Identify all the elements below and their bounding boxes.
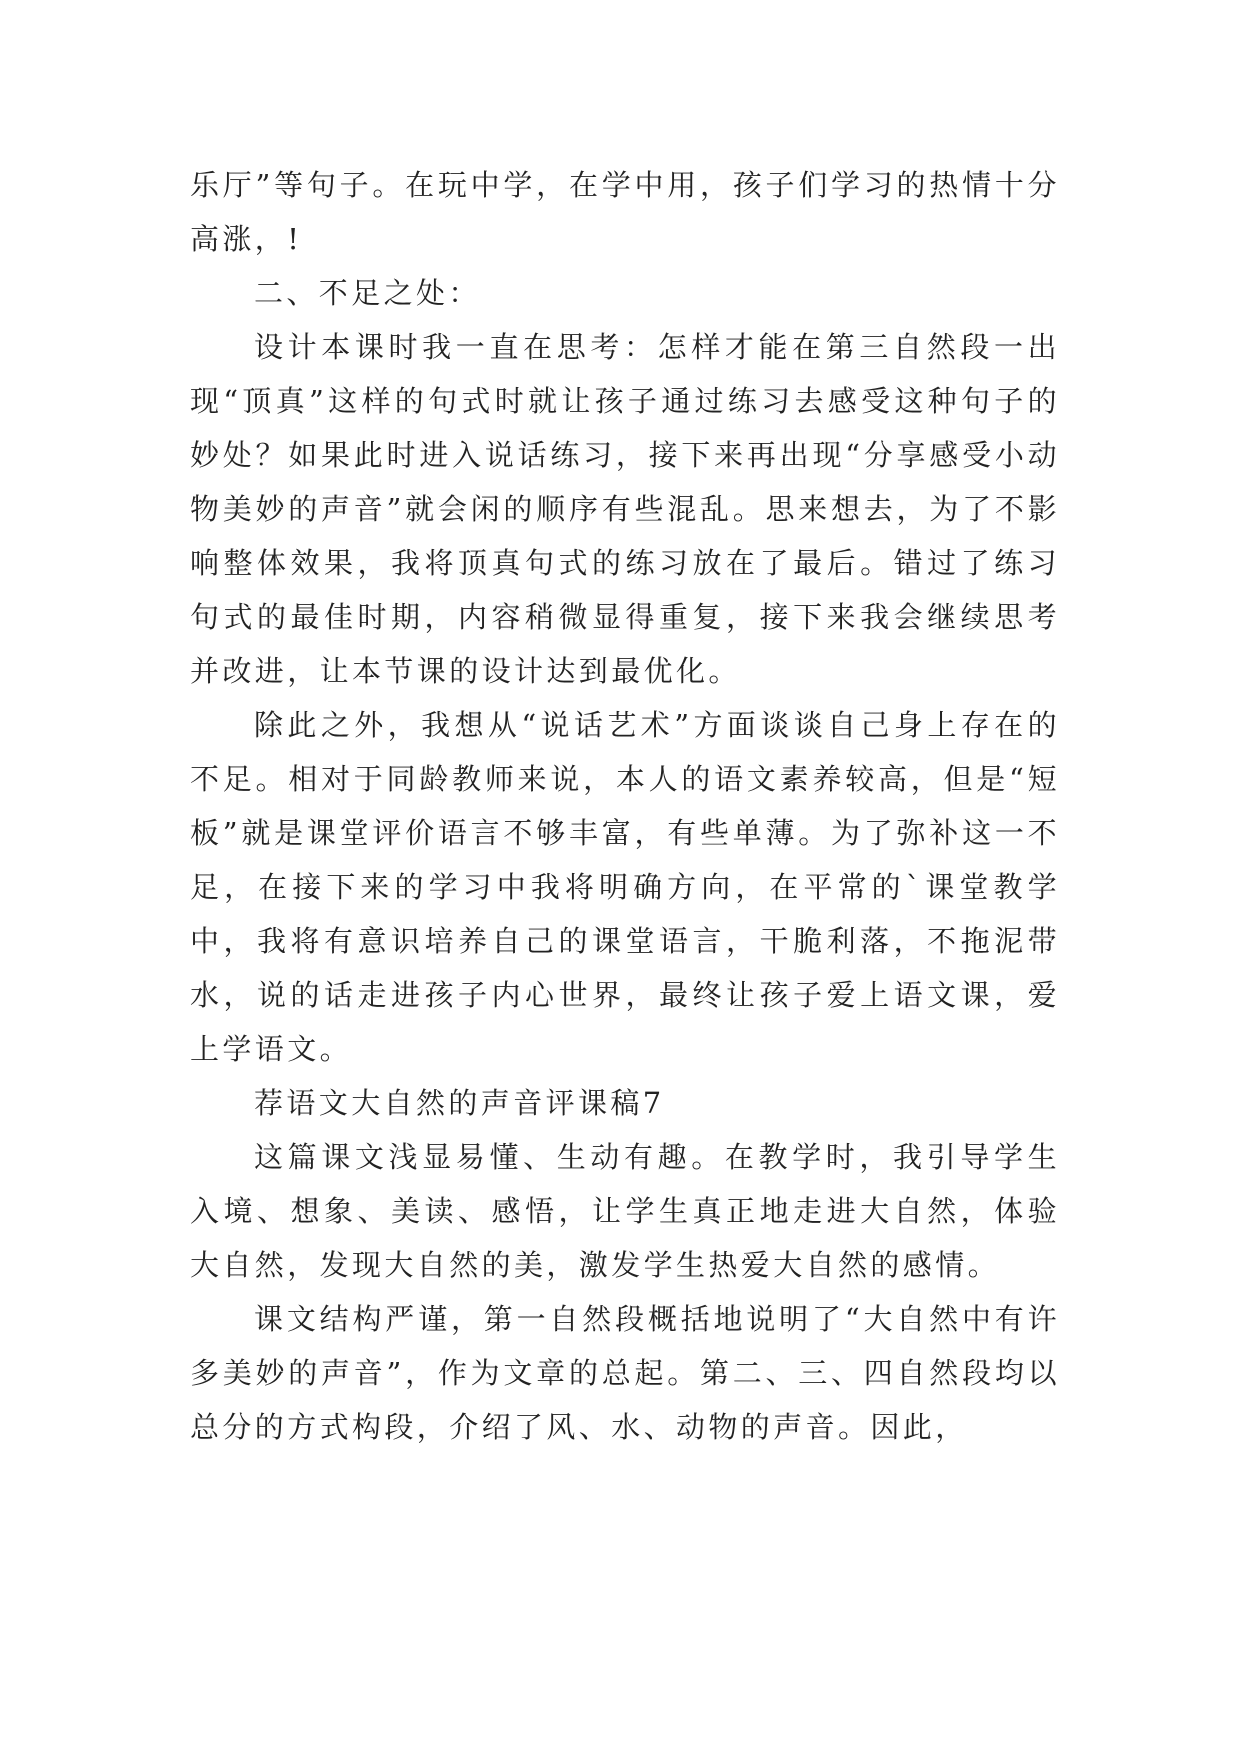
paragraph-lesson-intro: 这篇课文浅显易懂、生动有趣。在教学时，我引导学生入境、想象、美读、感悟，让学生真正地走进大自然，体验大自然，发现大自然的美，激发学生热爱大自然的感情。	[190, 1140, 1060, 1282]
document-body	[190, 158, 1060, 1454]
paragraph-speaking-art: 除此之外，我想从“说话艺术”方面谈谈自己身上存在的不足。相对于同龄教师来说，本人的语文素养较高，但是“短板”就是课堂评价语言不够丰富，有些单薄。为了弥补这一不足，在接下来的学习中我将明确方向，在平常的`课堂教学中，我将有意识培养自己的课堂语言，干脆利落，不拖泥带水，说的话走进孩子内心世界，最终让孩子爱上语文课，爱上学语文。	[190, 708, 1060, 1066]
paragraph-design-reflection: 设计本课时我一直在思考：怎样才能在第三自然段一出现“顶真”这样的句式时就让孩子通过练习去感受这种句子的妙处？如果此时进入说话练习，接下来再出现“分享感受小动物美妙的声音”就会闲的顺序有些混乱。思来想去，为了不影响整体效果，我将顶真句式的练习放在了最后。错过了练习句式的最佳时期，内容稍微显得重复，接下来我会继续思考并改进，让本节课的设计达到最优化。	[190, 330, 1060, 688]
paragraph-structure: 课文结构严谨，第一自然段概括地说明了“大自然中有许多美妙的声音”，作为文章的总起。第二、三、四自然段均以总分的方式构段，介绍了风、水、动物的声音。因此，	[190, 1302, 1060, 1444]
paragraph-continuation: 乐厅”等句子。在玩中学，在学中用，孩子们学习的热情十分高涨，!	[190, 168, 1060, 256]
article-title: 荐语文大自然的声音评课稿7	[254, 1086, 665, 1120]
section-heading-shortcomings: 二、不足之处：	[254, 276, 481, 310]
